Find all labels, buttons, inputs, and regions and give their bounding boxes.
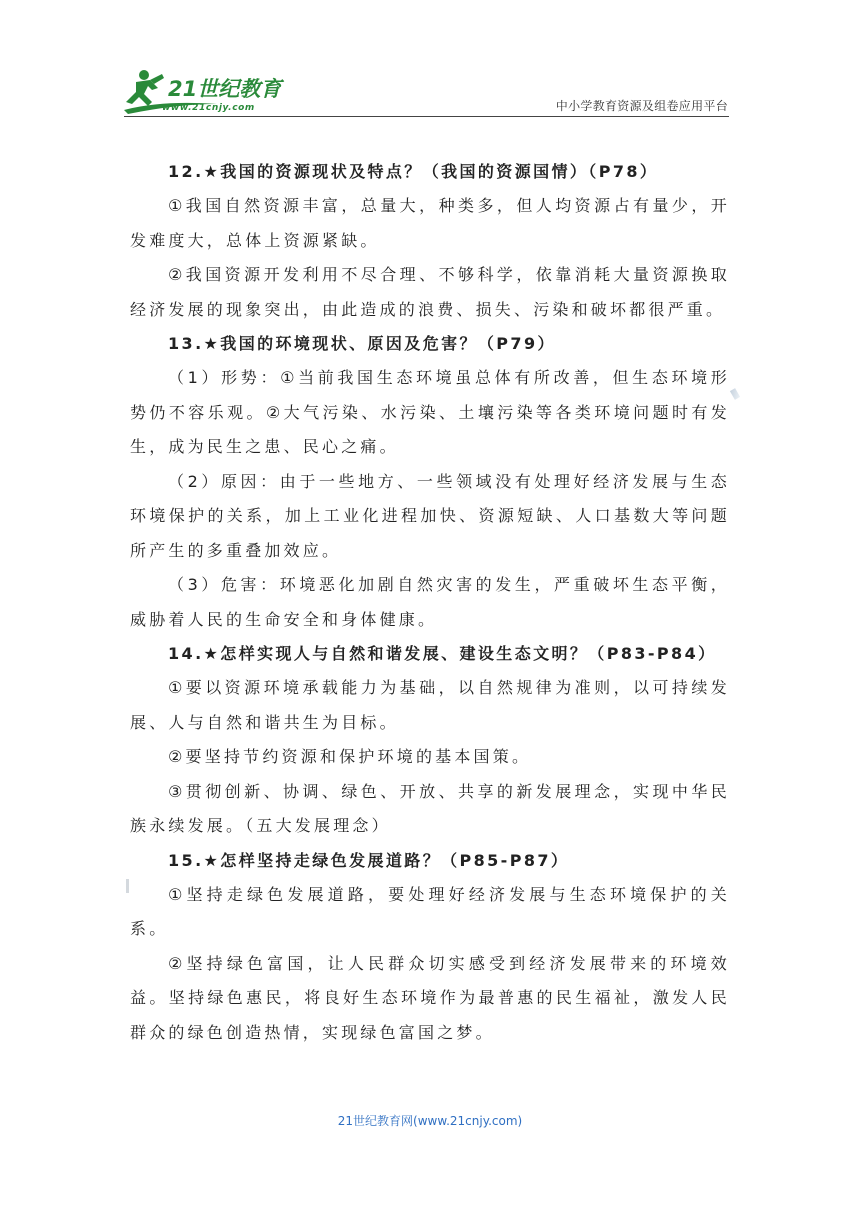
answer-paragraph: （2）原因：由于一些地方、一些领域没有处理好经济发展与生态环境保护的关系，加上工业化进程加快、资源短缺、人口基数大等问题所产生的多重叠加效应。 bbox=[130, 471, 730, 560]
question-heading: 12.★我国的资源现状及特点？（我国的资源国情）（P78） bbox=[168, 162, 659, 181]
answer-paragraph: ②要坚持节约资源和保护环境的基本国策。 bbox=[168, 747, 532, 766]
answer-paragraph: ②我国资源开发利用不尽合理、不够科学，依靠消耗大量资源换取经济发展的现象突出，由此造成的浪费、损失、污染和破坏都很严重。 bbox=[130, 265, 730, 319]
answer-paragraph: ①要以资源环境承载能力为基础，以自然规律为准则，以可持续发展、人与自然和谐共生为目标。 bbox=[130, 678, 730, 732]
answer-paragraph: ①我国自然资源丰富，总量大，种类多，但人均资源占有量少，开发难度大，总体上资源紧缺。 bbox=[130, 196, 730, 250]
platform-name: 中小学教育资源及组卷应用平台 bbox=[555, 99, 728, 113]
footer-site-link[interactable]: 21世纪教育网(www.21cnjy.com) bbox=[337, 1114, 523, 1128]
header-divider bbox=[124, 116, 729, 117]
logo-21cnjy bbox=[122, 66, 297, 116]
answer-paragraph: ③贯彻创新、协调、绿色、开放、共享的新发展理念，实现中华民族永续发展。（五大发展理念） bbox=[130, 781, 730, 835]
question-heading: 13.★我国的环境现状、原因及危害？（P79） bbox=[168, 334, 556, 353]
scan-artifact bbox=[730, 388, 740, 400]
answer-paragraph: ①坚持走绿色发展道路，要处理好经济发展与生态环境保护的关系。 bbox=[130, 884, 730, 938]
document-body bbox=[130, 155, 730, 1050]
answer-paragraph: （3）危害：环境恶化加剧自然灾害的发生，严重破坏生态平衡，威胁着人民的生命安全和身体健康。 bbox=[130, 575, 730, 629]
scan-artifact bbox=[126, 879, 129, 893]
answer-paragraph: ②坚持绿色富国，让人民群众切实感受到经济发展带来的环境效益。坚持绿色惠民，将良好生态环境作为最普惠的民生福祉，激发人民群众的绿色创造热情，实现绿色富国之梦。 bbox=[130, 953, 730, 1042]
question-heading: 15.★怎样坚持走绿色发展道路？（P85-P87） bbox=[168, 850, 570, 870]
page-header bbox=[0, 0, 860, 122]
answer-paragraph: （1）形势：①当前我国生态环境虽总体有所改善，但生态环境形势仍不容乐观。②大气污染、水污染、土壤污染等各类环境问题时有发生，成为民生之患、民心之痛。 bbox=[130, 368, 730, 456]
logo-url: www.21cnjy.com bbox=[162, 103, 255, 113]
question-heading: 14.★怎样实现人与自然和谐发展、建设生态文明？（P83-P84） bbox=[168, 644, 717, 663]
logo-title: 21世纪教育 bbox=[168, 77, 282, 101]
